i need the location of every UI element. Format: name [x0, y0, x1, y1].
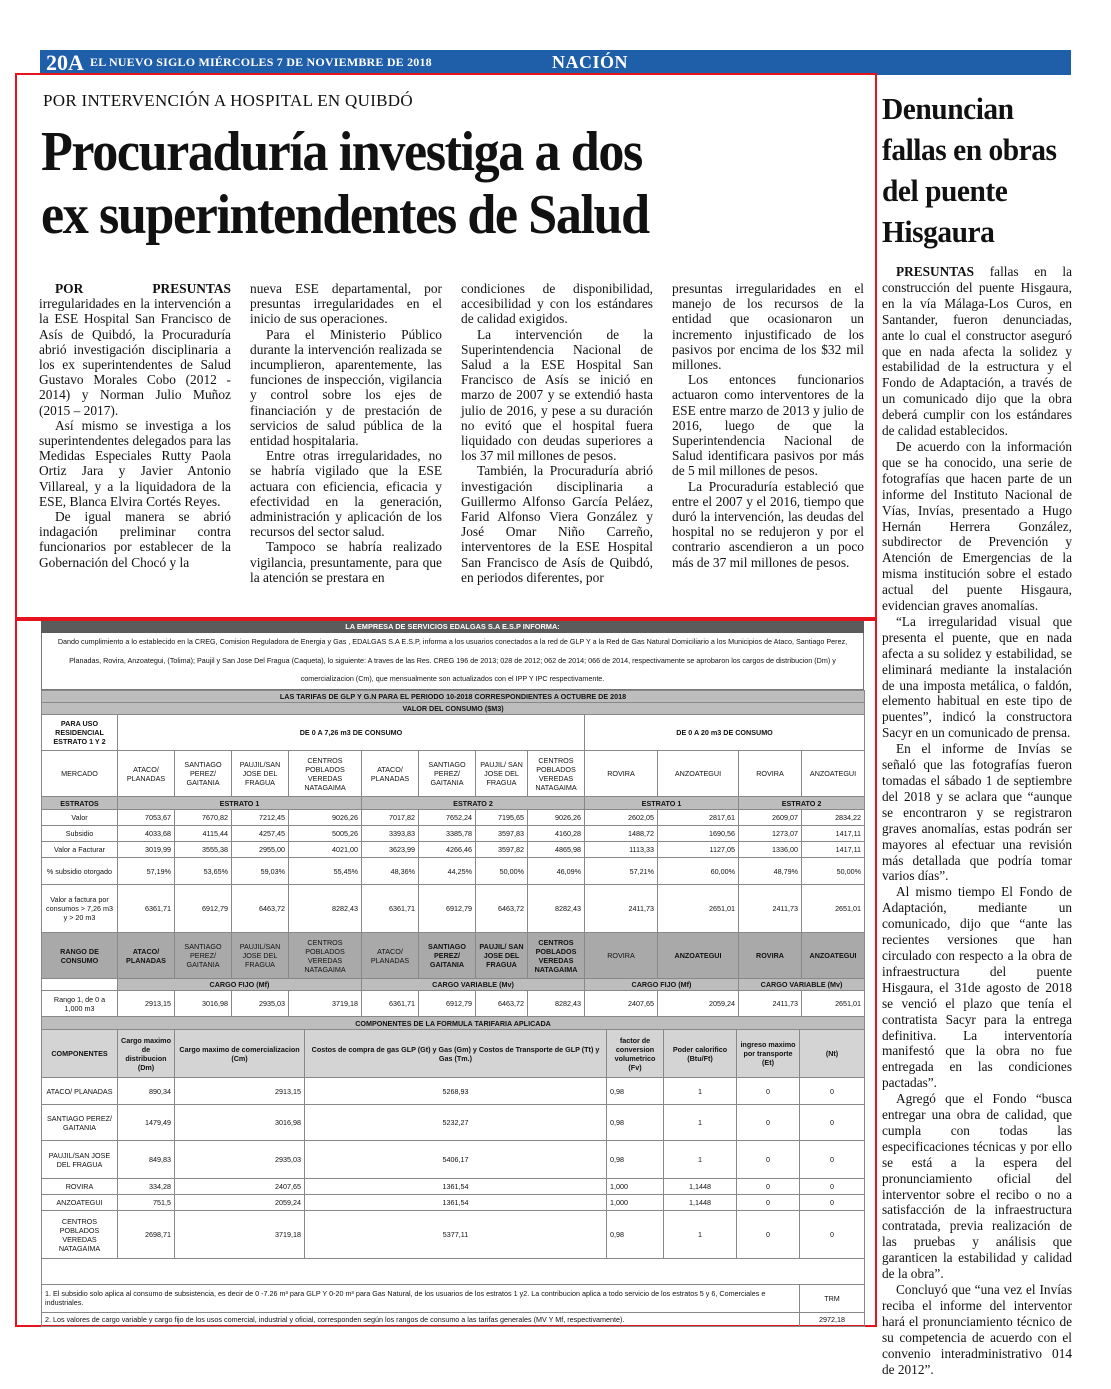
- table-cell: 48,79%: [739, 858, 802, 885]
- table-cell: 4160,28: [528, 826, 585, 842]
- article-paragraph: La intervención de la Superintendencia Nacional de Salud a la ESE Hospital San Francisco de Asís se inició en marzo de 2007 y se extendió hasta julio de 2016, y pese a su duración no evitó que el hospital fuera liquidado con deudas superiores a los 37 mil millones de pesos.: [461, 326, 653, 464]
- table-cell: 2651,01: [802, 991, 865, 1017]
- market-name: ATACO/ PLANADAS: [118, 751, 175, 797]
- table-row: [42, 1078, 865, 1105]
- tariff-table: [41, 690, 865, 1017]
- market-name: ROVIRA: [585, 751, 658, 797]
- article-paragraph: nueva ESE departamental, por presuntas irregularidades en el inicio de sus operaciones.: [250, 281, 442, 327]
- table-cell: 53,65%: [175, 858, 232, 885]
- market-name: SANTIAGO PEREZ/ GAITANIA: [175, 751, 232, 797]
- market-name: ATACO/ PLANADAS: [362, 751, 419, 797]
- market-name: ATACO/ PLANADAS: [362, 933, 419, 979]
- table-cell: 8282,43: [528, 991, 585, 1017]
- article-paragraph: Entre otras irregularidades, no se habría vigilado que la ESE actuara con eficiencia, eficacia y efectividad en la generación, administración y aplicación de los recursos del sector salud.: [250, 448, 442, 540]
- table-cell: 4021,00: [289, 842, 362, 858]
- table-row: [42, 810, 865, 826]
- table-cell: 6361,71: [118, 885, 175, 933]
- table-cell: SANTIAGO PEREZ/ GAITANIA: [42, 1105, 118, 1141]
- sidebar-paragraph: En el informe de Invías se señaló que las fotografías fueron tomadas el sábado 1 de septiembre del 2018 y se aclara que “aunque se encontraron y se registraron graves anomalías, estas podrán ser mayores al efectuar una revisión más detallada que podría tomar varios días”.: [882, 741, 1072, 884]
- table-cell: 1273,07: [739, 826, 802, 842]
- article-lead: POR PRESUNTAS: [55, 281, 231, 296]
- value-title: VALOR DEL CONSUMO ($M3): [42, 703, 865, 715]
- table-cell: 1417,11: [802, 842, 865, 858]
- table-cell: 59,03%: [232, 858, 289, 885]
- table-cell: 2817,61: [658, 810, 739, 826]
- components-header-row: [42, 1030, 865, 1078]
- market-name: ANZOATEGUI: [802, 751, 865, 797]
- sidebar-paragraph: Agregó que el Fondo “busca entregar una obra de calidad, que cumpla con todas las especificaciones técnicas y por ello se está a la espera del pronunciamiento oficial del interventor sobre el recibo o no a satisfacción de la infraestructura contratada, previa realización de las pruebas y análisis que garanticen la estabilidad y calidad de la obra”.: [882, 1091, 1072, 1282]
- column-header: COMPONENTES: [42, 1030, 118, 1078]
- table-cell: 2059,24: [658, 991, 739, 1017]
- table-cell: 3597,82: [476, 842, 528, 858]
- table-cell: 7652,24: [419, 810, 476, 826]
- table-cell: PAUJIL/SAN JOSE DEL FRAGUA: [42, 1141, 118, 1179]
- market-name: SANTIAGO PEREZ/ GAITANIA: [419, 751, 476, 797]
- market-name: CENTROS POBLADOS VEREDAS NATAGAIMA: [289, 933, 362, 979]
- sidebar-paragraph: “La irregularidad visual que presenta el puente, que en nada afecta a su solidez y estabilidad, se eliminará mediante la instalación de una imposta metálica, o faldón, elemento habitual en este tipo de puentes”, indicó la constructora Sacyr en un comunicado de prensa.: [882, 613, 1072, 741]
- table-cell: 46,09%: [528, 858, 585, 885]
- main-article: [15, 73, 877, 621]
- cargo-fijo-label: CARGO FIJO (Mf): [585, 979, 739, 991]
- table-cell: 2602,05: [585, 810, 658, 826]
- estrato-1-label: ESTRATO 1: [118, 797, 362, 810]
- table-cell: 5377,11: [305, 1211, 607, 1259]
- table-cell: 2407,65: [175, 1179, 305, 1195]
- table-cell: 2698,71: [118, 1211, 175, 1259]
- article-paragraph: La Procuraduría estableció que entre el 2007 y el 2016, tiempo que duró la intervención, las deudas del hospital no se redujeron y por el contrario ascendieron a un poco más de 37 mil millones de pesos.: [672, 478, 864, 570]
- article-paragraph: Así mismo se investiga a los superintendentes delegados para las Medidas Especiales Rutty Paola Ortiz Jara y Javier Antonio Villareal, y a la liquidadora de la ESE, Blanca Elvira Cortés Reyes.: [39, 417, 231, 509]
- table-cell: 1: [664, 1141, 737, 1179]
- sidebar-body: [882, 264, 1072, 1377]
- sidebar-lead: PRESUNTAS: [896, 264, 975, 279]
- table-cell: 3393,83: [362, 826, 419, 842]
- sidebar-paragraph: Concluyó que “una vez el Invías reciba el informe del interventor hará el pronunciamiento técnico de su competencia de acuerdo con el convenio interadministrativo 014 de 2012”.: [882, 1282, 1072, 1377]
- table-cell: 7195,65: [476, 810, 528, 826]
- market-name: PAUJIL/ SAN JOSE DEL FRAGUA: [476, 933, 528, 979]
- table-cell: 1113,33: [585, 842, 658, 858]
- table-cell: 1,000: [607, 1179, 664, 1195]
- column-header: Cargo maximo de comercializacion (Cm): [175, 1030, 305, 1078]
- sidebar-headline: Denuncian fallas en obras del puente Hisgaura: [882, 91, 1057, 249]
- table-cell: 1127,05: [658, 842, 739, 858]
- table-cell: 3016,98: [175, 1105, 305, 1141]
- market-name: ANZOATEGUI: [658, 933, 739, 979]
- table-cell: 4266,46: [419, 842, 476, 858]
- article-column-1: [39, 281, 231, 570]
- column-header: Poder calorifico (Btu/Ft): [664, 1030, 737, 1078]
- table-cell: 5406,17: [305, 1141, 607, 1179]
- table-cell: 6361,71: [362, 885, 419, 933]
- table-row: [42, 1211, 865, 1259]
- table-cell: 2913,15: [118, 991, 175, 1017]
- table-cell: 3597,83: [476, 826, 528, 842]
- table-cell: 50,00%: [476, 858, 528, 885]
- table-cell: 1690,56: [658, 826, 739, 842]
- table-cell: 1,1448: [664, 1195, 737, 1211]
- table-cell: 0: [737, 1195, 800, 1211]
- table-cell: ATACO/ PLANADAS: [42, 1078, 118, 1105]
- cargo-variable-label: CARGO VARIABLE (Mv): [739, 979, 865, 991]
- table-cell: 334,28: [118, 1179, 175, 1195]
- table-cell: 7212,45: [232, 810, 289, 826]
- table-cell: 7017,82: [362, 810, 419, 826]
- market-name: SANTIAGO PEREZ/ GAITANIA: [175, 933, 232, 979]
- table-cell: 1336,00: [739, 842, 802, 858]
- article-headline: [41, 121, 804, 247]
- table-cell: 0: [737, 1179, 800, 1195]
- estrato-1-label: ESTRATO 1: [585, 797, 739, 810]
- article-paragraph: De igual manera se abrió indagación preliminar contra funcionarios por establecer de la Gobernación del Chocó y la: [39, 509, 231, 570]
- table-cell: 0,98: [607, 1078, 664, 1105]
- table-cell: 3719,18: [289, 991, 362, 1017]
- market-name: CENTROS POBLADOS VEREDAS NATAGAIMA: [528, 933, 585, 979]
- table-cell: 3019,99: [118, 842, 175, 858]
- page-number: 20A: [46, 50, 84, 75]
- table-cell: 6463,72: [232, 885, 289, 933]
- market-name: PAUJIL/SAN JOSE DEL FRAGUA: [232, 751, 289, 797]
- article-paragraph: Para el Ministerio Público durante la intervención realizada se incumplieron, aparentemente, las funciones de inspección, vigilancia y control sobre los ejes de financiación y de prestación de servicios de salud pública de la entidad hospitalaria.: [250, 326, 442, 449]
- components-title: COMPONENTES DE LA FORMULA TARIFARIA APLICADA: [42, 1017, 865, 1030]
- table-cell: 1361,54: [305, 1179, 607, 1195]
- column-header: factor de conversion volumetrico (Fv): [607, 1030, 664, 1078]
- table-cell: 8282,43: [528, 885, 585, 933]
- table-cell: 1: [664, 1078, 737, 1105]
- table-cell: 2913,15: [175, 1078, 305, 1105]
- market-header: MERCADO: [42, 751, 118, 797]
- table-cell: 57,19%: [118, 858, 175, 885]
- column-header: Cargo maximo de distribucion (Dm): [118, 1030, 175, 1078]
- market-name: ATACO/ PLANADAS: [118, 933, 175, 979]
- table-cell: 3719,18: [175, 1211, 305, 1259]
- article-column-4: [672, 281, 864, 570]
- table-cell: 6463,72: [476, 885, 528, 933]
- footnote-1: 1. El subsidio solo aplica al consumo de subsistencia, es decir de 0 -7.26 m³ para GLP Y 0-20 m³ para Gas Natural, de los usuarios de los estratos 1 y2. La contribucion aplica a todo servicio de los estratos 5 y 6, Comerciales e industriales.: [42, 1284, 800, 1312]
- table-cell: 0: [800, 1078, 865, 1105]
- market-name: ROVIRA: [739, 751, 802, 797]
- headline-line-2: ex superintendentes de Salud: [41, 184, 649, 246]
- notice-title: LA EMPRESA DE SERVICIOS EDALGAS S.A E.S.P INFORMA:: [41, 621, 864, 633]
- table-row: [42, 1141, 865, 1179]
- table-cell: 0,98: [607, 1211, 664, 1259]
- table-cell: 1479,49: [118, 1105, 175, 1141]
- components-table: [41, 1016, 865, 1285]
- markets-row: [42, 751, 865, 797]
- page-header-bar: [40, 50, 1071, 75]
- table-cell: 2955,00: [232, 842, 289, 858]
- table-cell: 2407,65: [585, 991, 658, 1017]
- article-paragraph: POR PRESUNTAS irregularidades en la intervención a la ESE Hospital San Francisco de Asís de Quibdó, la Procuraduría abrió investigación disciplinaria a los ex superintendentes de Salud Gustavo Morales Cobo (2012 - 2014) y Norman Julio Muñoz (2015 – 2017).: [39, 281, 231, 418]
- footnote-2: 2. Los valores de cargo variable y cargo fijo de los usos comercial, industrial y oficial, corresponden según los rangos de consumo a las tarifas generales (MV Y Mf, respectivamente).: [42, 1312, 800, 1326]
- table-cell: 0: [737, 1211, 800, 1259]
- table-row: [42, 991, 865, 1017]
- table-cell: 6912,79: [175, 885, 232, 933]
- sidebar-paragraph: Al mismo tiempo El Fondo de Adaptación, mediante un comunicado, dijo que “ante las recientes versiones que han circulado con respecto a la obra de infraestructura del puente Hisgaura, el 31de agosto de 2018 se venció el plazo que tenía el contratista Sacyr para la entrega definitiva. La interventoría manifestó que la obra no fue entregada en las condiciones pactadas”.: [882, 884, 1072, 1091]
- table-cell: 60,00%: [658, 858, 739, 885]
- table-cell: 4033,68: [118, 826, 175, 842]
- table-cell: 6912,79: [419, 991, 476, 1017]
- table-cell: 2411,73: [585, 885, 658, 933]
- range-a-label: DE 0 A 7,26 m3 DE CONSUMO: [118, 715, 585, 751]
- table-cell: 1: [664, 1105, 737, 1141]
- estrato-2-label: ESTRATO 2: [739, 797, 865, 810]
- table-cell: 5268,93: [305, 1078, 607, 1105]
- residential-use-label: PARA USO RESIDENCIAL ESTRATO 1 Y 2: [42, 715, 118, 751]
- notes-table: [41, 1284, 865, 1327]
- market-name: PAUJIL/SAN JOSE DEL FRAGUA: [232, 933, 289, 979]
- table-cell: 6912,79: [419, 885, 476, 933]
- article-paragraph: Tampoco se habría realizado vigilancia, presuntamente, para que la atención se prestara en: [250, 539, 442, 585]
- article-column-2: [250, 281, 442, 585]
- article-paragraph: presuntas irregularidades en el manejo de los recursos de la entidad que ocasionaron un incremento injustificado de los pasivos por encima de los $32 mil millones.: [672, 281, 864, 373]
- row-label: Valor: [42, 810, 118, 826]
- market-name: PAUJIL/ SAN JOSE DEL FRAGUA: [476, 751, 528, 797]
- table-cell: 0: [737, 1078, 800, 1105]
- table-cell: 9026,26: [289, 810, 362, 826]
- market-name: ANZOATEGUI: [658, 751, 739, 797]
- tariff-notice: [15, 617, 877, 1327]
- estratos-label: ESTRATOS: [42, 797, 118, 810]
- article-paragraph: Los entonces funcionarios actuaron como interventores de la ESE entre marzo de 2013 y julio de 2016, luego de que la Superintendencia Nacional de Salud identificara pasivos por más de 5 mil millones de pesos.: [672, 372, 864, 479]
- table-cell: 0: [800, 1195, 865, 1211]
- table-row: [42, 826, 865, 842]
- sidebar-article: [882, 88, 1074, 1377]
- table-cell: 2059,24: [175, 1195, 305, 1211]
- trm-label: TRM: [800, 1284, 865, 1312]
- table-cell: 3016,98: [175, 991, 232, 1017]
- column-header: Costos de compra de gas GLP (Gt) y Gas (Gm) y Costos de Transporte de GLP (Tt) y Gas (Tm.): [305, 1030, 607, 1078]
- sidebar-paragraph: PRESUNTAS fallas en la construcción del puente Hisgaura, en la vía Málaga-Los Curos, en Santander, fueron denunciadas, ante lo cual el constructor aseguró que en nada afecta la solidez y estabilidad de la estructura y el Fondo de Adaptación, a través de un comunicado dijo que la obra deberá cumplir con los estándares de calidad establecidos.: [882, 264, 1073, 439]
- table-cell: 6463,72: [476, 991, 528, 1017]
- table-row: [42, 1195, 865, 1211]
- estrato-2-label: ESTRATO 2: [362, 797, 585, 810]
- table-cell: 0: [800, 1105, 865, 1141]
- table-cell: 0: [800, 1211, 865, 1259]
- table-cell: 2935,03: [232, 991, 289, 1017]
- table-cell: 2834,22: [802, 810, 865, 826]
- table-cell: 3385,78: [419, 826, 476, 842]
- market-name: ROVIRA: [585, 933, 658, 979]
- table-cell: 5232,27: [305, 1105, 607, 1141]
- table-cell: 57,21%: [585, 858, 658, 885]
- table-cell: 6361,71: [362, 991, 419, 1017]
- article-body: [39, 281, 865, 611]
- table-cell: 0: [737, 1141, 800, 1179]
- table-row: [42, 885, 865, 933]
- headline-line-1: Procuraduría investiga a dos: [41, 121, 642, 183]
- row-label: Rango 1, de 0 a 1,000 m3: [42, 991, 118, 1017]
- table-cell: 5005,26: [289, 826, 362, 842]
- market-name: CENTROS POBLADOS VEREDAS NATAGAIMA: [289, 751, 362, 797]
- table-cell: 0: [737, 1105, 800, 1141]
- trm-value: 2972,18: [800, 1312, 865, 1326]
- range-header: RANGO DE CONSUMO: [42, 933, 118, 979]
- market-name: SANTIAGO PEREZ/ GAITANIA: [419, 933, 476, 979]
- cargo-variable-label: CARGO VARIABLE (Mv): [362, 979, 585, 991]
- article-paragraph: También, la Procuraduría abrió investigación disciplinaria a Guillermo Alfonso García Peláez, Farid Alfonso Viera González y José Omar Niño Carreño, interventores de la ESE Hospital San Francisco de Asís de Quibdó, en periodos diferentes, por: [461, 463, 653, 585]
- table-cell: 7670,82: [175, 810, 232, 826]
- table-cell: 2411,73: [739, 885, 802, 933]
- column-header: (Nt): [800, 1030, 865, 1078]
- table-cell: CENTROS POBLADOS VEREDAS NATAGAIMA: [42, 1211, 118, 1259]
- notice-intro: Dando cumplimiento a lo establecido en la CREG, Comision Reguladora de Energia y Gas , EDALGAS S.A E.S.P, informa a los usuarios conectados a la red de GLP Y a la Red de Gas Natural Domiciliario a los Municipios de Ataco, Santiago Perez, Planadas, Rovira, Anzoategui, (Tolima); Paujil y San Jose Del Fragua (Caqueta), lo siguiente: A traves de las Res. CREG 196 de 2013; 028 de 2012; 062 de 2014; 066 de 2014, respectivamente se aprobaron los cargos de distribucion (Dm) y comercializacion (Cm), que mensualmente son actualizados con el IPP Y IPC respectivamente.: [41, 633, 864, 690]
- table-cell: 3623,99: [362, 842, 419, 858]
- table-cell: 2651,01: [658, 885, 739, 933]
- sidebar-paragraph: De acuerdo con la información que se ha conocido, una serie de fotografías que hacen parte de un informe del Instituto Nacional de Vías, Invías, presentado a Hugo Hernán Herrera González, subdirector de Prevención y Atención de Emergencias de la misma institución sobre el estado actual del puente Hisgaura, evidencian graves anomalías.: [882, 438, 1072, 614]
- table-cell: 8282,43: [289, 885, 362, 933]
- table-cell: 2935,03: [175, 1141, 305, 1179]
- table-cell: 7053,67: [118, 810, 175, 826]
- row-label: % subsidio otorgado: [42, 858, 118, 885]
- table-cell: 55,45%: [289, 858, 362, 885]
- table-cell: 44,25%: [419, 858, 476, 885]
- section-title: NACIÓN: [552, 52, 629, 72]
- market-name: ANZOATEGUI: [802, 933, 865, 979]
- table-cell: 2411,73: [739, 991, 802, 1017]
- table-cell: 0,98: [607, 1141, 664, 1179]
- range-b-label: DE 0 A 20 m3 DE CONSUMO: [585, 715, 865, 751]
- markets-row: [42, 933, 865, 979]
- table-cell: 50,00%: [802, 858, 865, 885]
- table-cell: 3555,38: [175, 842, 232, 858]
- period-title: LAS TARIFAS DE GLP Y G.N PARA EL PERIODO 10-2018 CORRESPONDIENTES A OCTUBRE DE 2018: [42, 691, 865, 703]
- market-name: ROVIRA: [739, 933, 802, 979]
- table-cell: 0,98: [607, 1105, 664, 1141]
- table-cell: 1,000: [607, 1195, 664, 1211]
- table-row: [42, 1105, 865, 1141]
- cargo-fijo-label: CARGO FIJO (Mf): [118, 979, 362, 991]
- table-cell: 1488,72: [585, 826, 658, 842]
- table-cell: 48,36%: [362, 858, 419, 885]
- table-cell: 2651,01: [802, 885, 865, 933]
- row-label: Valor a Facturar: [42, 842, 118, 858]
- table-cell: 4257,45: [232, 826, 289, 842]
- article-paragraph: condiciones de disponibilidad, accesibilidad y con los estándares de calidad exigidos.: [461, 281, 653, 327]
- table-cell: 2609,07: [739, 810, 802, 826]
- table-cell: 1: [664, 1211, 737, 1259]
- table-cell: 890,34: [118, 1078, 175, 1105]
- table-cell: ANZOATEGUI: [42, 1195, 118, 1211]
- table-row: [42, 842, 865, 858]
- table-cell: 4115,44: [175, 826, 232, 842]
- notice-content: [41, 621, 864, 1323]
- table-row: [42, 1179, 865, 1195]
- column-header: ingreso maximo por transporte (Et): [737, 1030, 800, 1078]
- table-row: [42, 858, 865, 885]
- row-label: Valor a factura por consumos > 7,26 m3 y > 20 m3: [42, 885, 118, 933]
- table-cell: 1417,11: [802, 826, 865, 842]
- table-cell: 1,1448: [664, 1179, 737, 1195]
- article-column-3: [461, 281, 653, 585]
- publication-dateline: EL NUEVO SIGLO MIÉRCOLES 7 DE NOVIEMBRE DE 2018: [90, 55, 432, 69]
- table-cell: 849,83: [118, 1141, 175, 1179]
- table-cell: 751,5: [118, 1195, 175, 1211]
- table-cell: 0: [800, 1179, 865, 1195]
- row-label: Subsidio: [42, 826, 118, 842]
- table-cell: 1361,54: [305, 1195, 607, 1211]
- table-cell: 0: [800, 1141, 865, 1179]
- table-cell: ROVIRA: [42, 1179, 118, 1195]
- table-cell: 4865,98: [528, 842, 585, 858]
- table-cell: 9026,26: [528, 810, 585, 826]
- market-name: CENTROS POBLADOS VEREDAS NATAGAIMA: [528, 751, 585, 797]
- article-kicker: POR INTERVENCIÓN A HOSPITAL EN QUIBDÓ: [43, 91, 413, 110]
